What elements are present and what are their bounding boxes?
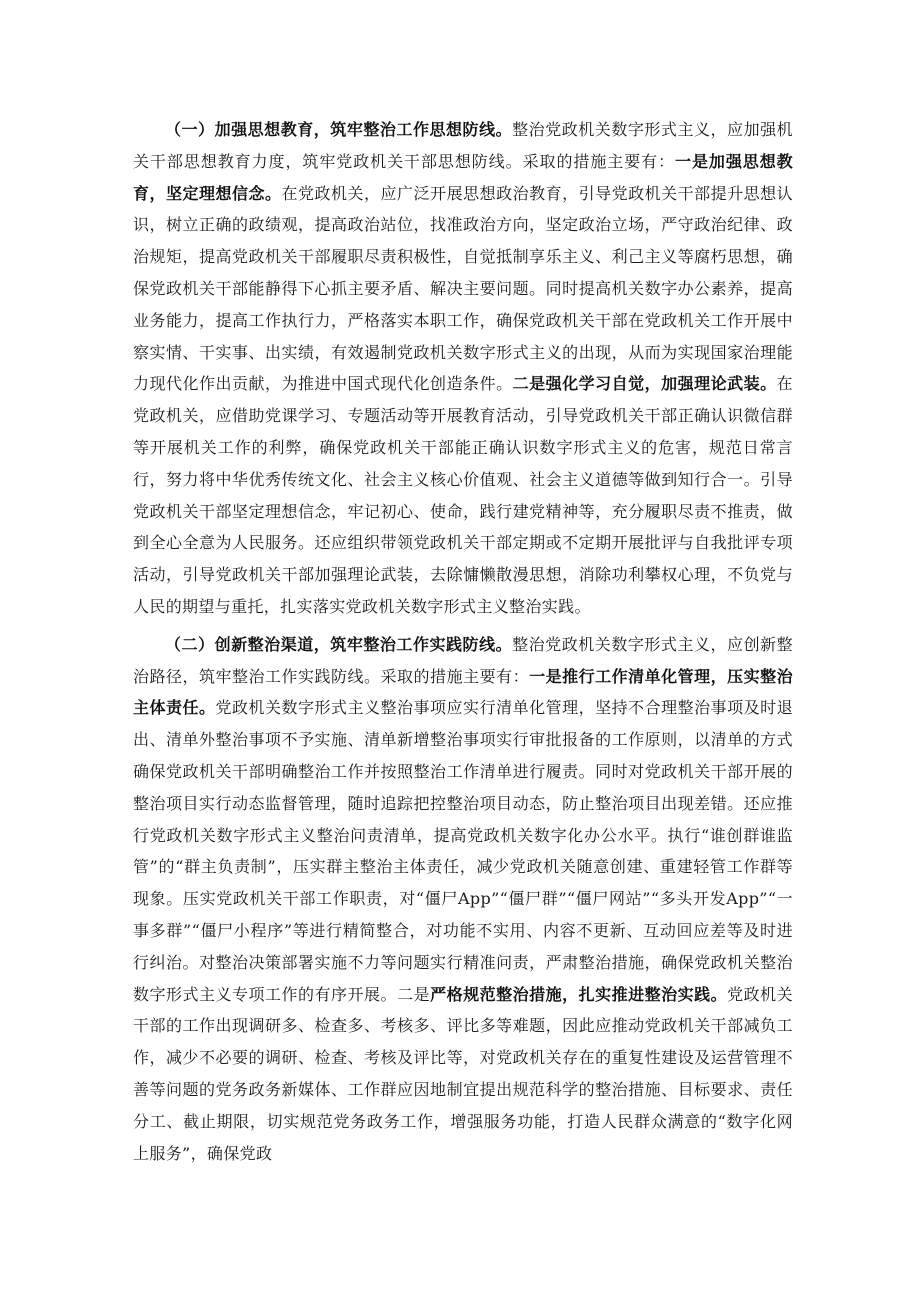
body-text-run: 党政机关干部的工作出现调研多、检查多、考核多、评比多等难题，因此应推动党政机关干部减负工作，减少不必要的调研、检查、考核及评比等，对党政机关存在的重复性建设及运营管理不善等问题的党务政务新媒体、工作群应因地制宜提出规范科学的整治措施、目标要求、责任分工、截止期限，切实规范党务政务工作，增强服务功能，打造人民群众满意的“数字化网上服务”，确保党政: [133, 984, 794, 1163]
document-body: [133, 114, 793, 1169]
bold-heading-run: （二）创新整治渠道，筑牢整治工作实践防线。: [165, 634, 513, 654]
section-paragraph-1: [133, 114, 793, 623]
section-paragraph-2: [133, 629, 793, 1170]
body-text-run: 党政机关数字形式主义整治事项应实行清单化管理，坚持不合理整治事项及时退出、清单外整治事项不予实施、清单新增整治事项实行审批报备的工作原则，以清单的方式确保党政机关干部明确整治工作并按照整治工作清单进行履责。同时对党政机关干部开展的整治项目实行动态监督管理，随时追踪把控整治项目动态，防止整治项目出现差错。还应推行党政机关数字形式主义整治问责清单，提高党政机关数字化办公水平。执行“谁创群谁监管”的“群主负责制”，压实群主整治主体责任，减少党政机关随意创建、重建轻管工作群等现象。压实党政机关干部工作职责，对“僵尸App”“僵尸群”“僵尸网站”“多头开发App”“一事多群”“僵尸小程序”等进行精简整合，对功能不实用、内容不更新、互动回应差等及时进行纠治。对整治决策部署实施不力等问题实行精准问责，严肃整治措施，确保党政机关整治数字形式主义专项工作的有序开展。: [133, 698, 793, 1004]
bold-heading-run: 严格规范整治措施，扎实推进整治实践。: [430, 984, 728, 1004]
bold-heading-run: 二是强化学习自觉，加强理论武装。: [512, 374, 777, 394]
bold-heading-run: （一）加强思想教育，筑牢整治工作思想防线。: [165, 120, 513, 139]
bold-heading-run: 一是加强思想教育，坚定理想信念。: [133, 151, 794, 203]
body-text-run: 二是: [397, 984, 431, 1004]
body-text-run: 在党政机关，应广泛开展思想政治教育，引导党政机关干部提升思想认识，树立正确的政绩观，提高政治站位，找准政治方向，坚定政治立场，严守政治纪律、政治规矩，提高党政机关干部履职尽责积极性，自觉抵制享乐主义、利己主义等腐朽思想，确保党政机关干部能静得下心抓主要矛盾、解决主要问题。同时提高机关数字办公素养，提高业务能力，提高工作执行力，严格落实本职工作，确保党政机关干部在党政机关工作开展中察实情、干实事、出实绩，有效遏制党政机关数字形式主义的出现，从而为实现国家治理能力现代化作出贡献，为推进中国式现代化创造条件。: [133, 183, 793, 394]
bold-heading-run: 一是推行工作清单化管理，压实整治主体责任。: [133, 666, 793, 718]
body-text-run: 在党政机关，应借助党课学习、专题活动等开展教育活动，引导党政机关干部正确认识微信群等开展机关工作的利弊，确保党政机关干部能正确认识数字形式主义的危害，规范日常言行，努力将中华优秀传统文化、社会主义核心价值观、社会主义道德等做到知行合一。引导党政机关干部坚定理想信念，牢记初心、使命，践行建党精神等，充分履职尽责不推责，做到全心全意为人民服务。还应组织带领党政机关干部定期或不定期开展批评与自我批评专项活动，引导党政机关干部加强理论武装，去除慵懒散漫思想，消除功利攀权心理，不负党与人民的期望与重托，扎实落实党政机关数字形式主义整治实践。: [133, 374, 793, 616]
body-text-run: 整治党政机关数字形式主义，应创新整治路径，筑牢整治工作实践防线。采取的措施主要有：: [133, 634, 793, 686]
body-text-run: 整治党政机关数字形式主义，应加强机关干部思想教育力度，筑牢党政机关干部思想防线。采取的措施主要有：: [133, 120, 793, 171]
